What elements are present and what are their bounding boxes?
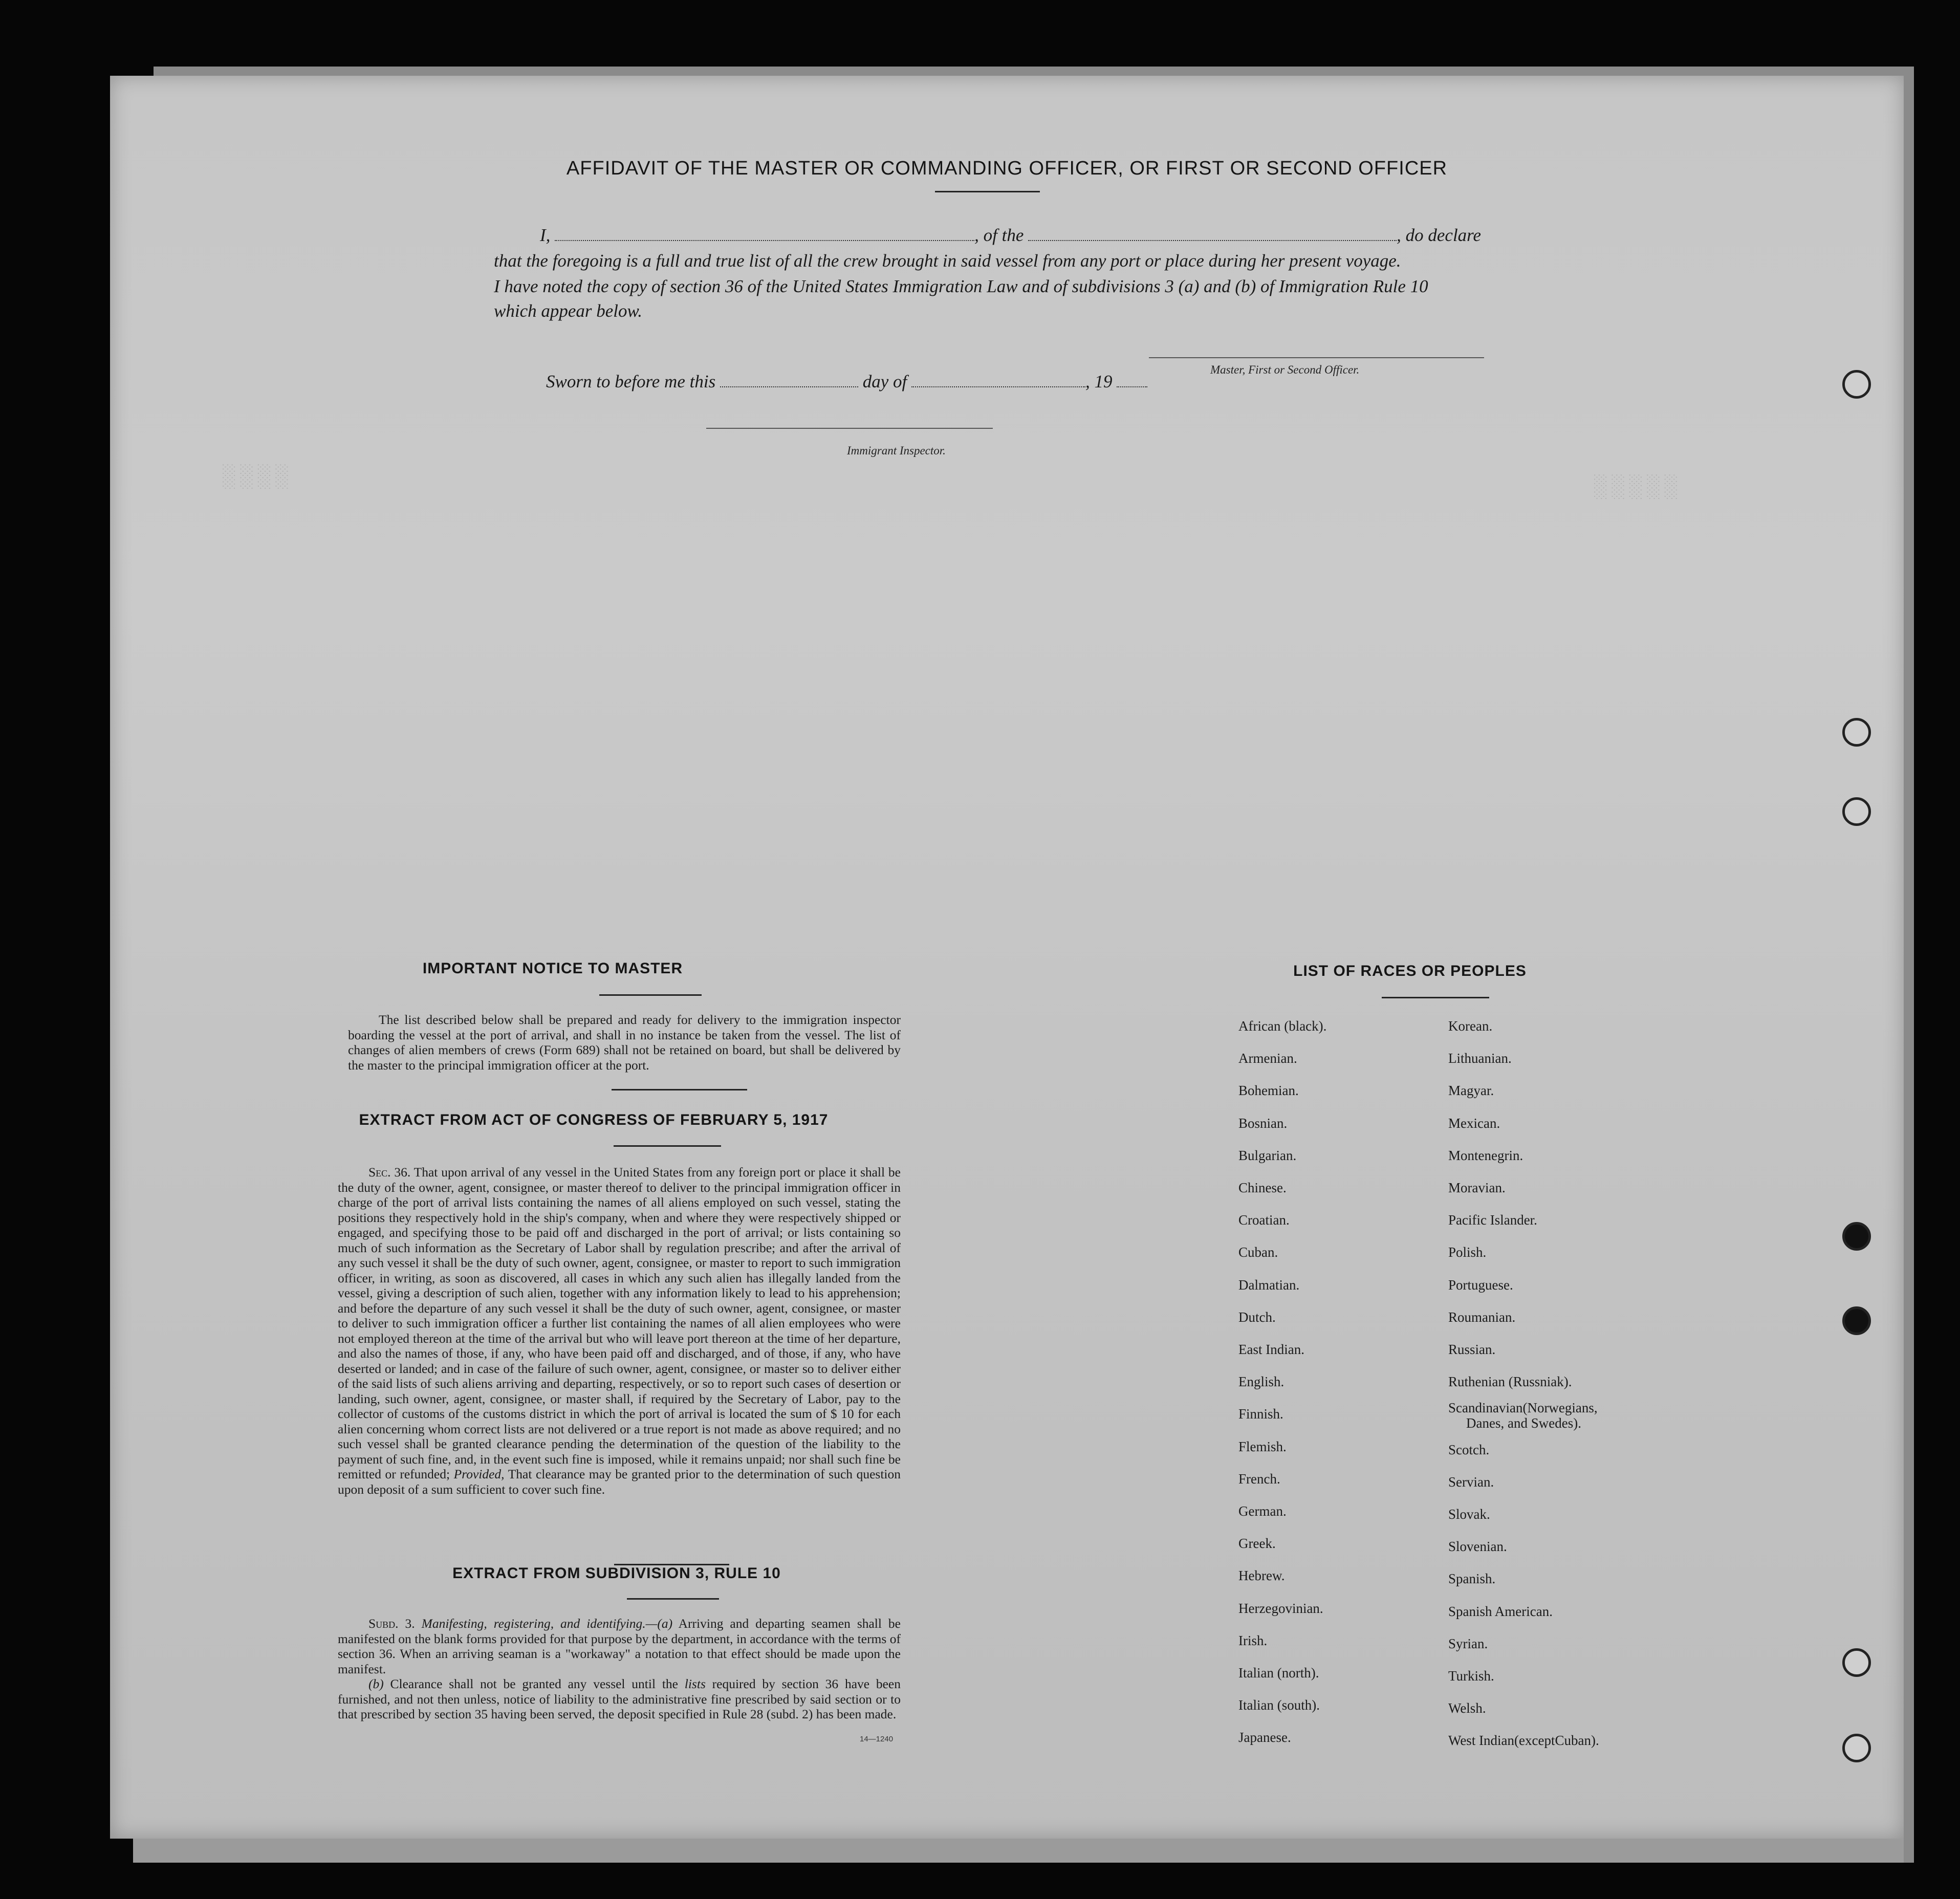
officer-caption: Master, First or Second Officer. bbox=[1210, 363, 1360, 376]
punch-hole bbox=[1842, 1734, 1871, 1762]
race-item: Lithuanian. bbox=[1448, 1051, 1512, 1066]
name-blank[interactable] bbox=[555, 240, 974, 241]
race-item: Turkish. bbox=[1448, 1668, 1494, 1684]
subd-b-lists: lists bbox=[684, 1676, 706, 1691]
races-divider bbox=[1382, 997, 1489, 998]
subd-heading: Manifesting, registering, and identifying.—(a) bbox=[421, 1616, 673, 1631]
manifest-page bbox=[110, 76, 1904, 1839]
affidavit-line-2: that the foregoing is a full and true list of all the crew brought in said vessel from any port or place during her present voyage. bbox=[494, 251, 1401, 271]
subd-b-text-2: required by section 36 have been furnished, and not then unless, notice of liability to the administrative fine prescribed by said section or to that prescribed by section 35 having been served, the deposit specified in Rule 28 (subd. 2) has been made. bbox=[338, 1676, 901, 1721]
race-item: Italian (south). bbox=[1238, 1697, 1320, 1713]
race-item: Croatian. bbox=[1238, 1212, 1290, 1228]
subd-a-text: Arriving and departing seamen shall be manifested on the blank forms provided for that purpose by the department, in accordance with the terms of section 36. When an arriving seaman is a "workaway" a notation to that effect should be made upon the manifest. bbox=[338, 1616, 901, 1676]
race-item: Dalmatian. bbox=[1238, 1277, 1300, 1293]
race-item: Ruthenian (Russniak). bbox=[1448, 1374, 1572, 1390]
notice-title: IMPORTANT NOTICE TO MASTER bbox=[422, 960, 683, 977]
subd-b-text-1: Clearance shall not be granted any vessel until the bbox=[390, 1676, 678, 1691]
sworn-text: Sworn to before me this bbox=[546, 372, 716, 391]
race-item: Magyar. bbox=[1448, 1083, 1494, 1099]
race-item: Portuguese. bbox=[1448, 1277, 1513, 1293]
race-item: Spanish American. bbox=[1448, 1603, 1553, 1619]
sworn-day-blank[interactable] bbox=[720, 386, 858, 387]
section-36-body: That upon arrival of any vessel in the United States from any foreign port or place it shall be the duty of the owner, agent, consignee, or master thereof to deliver to the principal immigration officer in charge of the port of arrival lists containing the names of all aliens employed on such vessel, stating the positions they respectively hold in the ship's company, when and where they were respectively shipped or engaged, and specifying those to be paid off and discharged in the port of arrival; or lists containing so much of such information as the Secretary of Labor shall by regulation prescribe; and after the arrival of any such vessel it shall be the duty of such owner, agent, consignee, or master to report to such immigration officer, in writing, as soon as discovered, all cases in which any such alien has illegally landed from the vessel, giving a description of such alien, together with any information likely to lead to his apprehension; and before the departure of any such vessel it shall be the duty of such owner, agent, consignee, or master to deliver to such immigration officer a further list containing the names of all alien employees who were not employed thereon at the time of the arrival but who will leave port thereon at the time of her departure, and also the names of those, if any, who have been paid off and discharged, and of those, if any, who have deserted or landed; and in case of the failure of such owner, agent, consignee, or master so to deliver either of the said lists of such aliens arriving and departing, respectively, or so to report such cases of desertion or landing, such owner, agent, consignee, or master shall, if required by the Secretary of Labor, pay to the collector of customs of the customs district in which the port of arrival is located the sum of $ 10 for each alien concerning whom correct lists are not delivered or a true report is not made as above required; and no such vessel shall be granted clearance pending the determination of the question of the liability to the payment of such fine, and, in the event such fine is imposed, while it remains unpaid; nor shall such fine be remitted or refunded; bbox=[338, 1165, 901, 1481]
race-item: Armenian. bbox=[1238, 1051, 1297, 1066]
race-item: Servian. bbox=[1448, 1474, 1494, 1490]
race-item: Spanish. bbox=[1448, 1571, 1496, 1587]
affidavit-line-1 bbox=[540, 225, 1671, 246]
punch-hole bbox=[1842, 797, 1871, 826]
act-title: EXTRACT FROM ACT OF CONGRESS OF FEBRUARY 5, 1917 bbox=[359, 1111, 829, 1128]
race-item: Scotch. bbox=[1448, 1442, 1490, 1457]
sworn-month-blank[interactable] bbox=[911, 386, 1085, 387]
race-item: Moravian. bbox=[1448, 1180, 1506, 1195]
race-item: Bohemian. bbox=[1238, 1083, 1299, 1099]
vessel-blank[interactable] bbox=[1028, 240, 1397, 241]
notice-divider bbox=[599, 994, 702, 996]
race-item: Pacific Islander. bbox=[1448, 1212, 1537, 1228]
race-item: Finnish. bbox=[1238, 1406, 1283, 1422]
inspector-caption: Immigrant Inspector. bbox=[847, 444, 946, 457]
race-item: Roumanian. bbox=[1448, 1309, 1516, 1325]
races-title: LIST OF RACES OR PEOPLES bbox=[1293, 963, 1527, 979]
section-label: Sec. 36. bbox=[368, 1165, 411, 1180]
race-item: Chinese. bbox=[1238, 1180, 1287, 1195]
affidavit-i: I, bbox=[540, 225, 551, 245]
sworn-day-of: day of bbox=[862, 372, 907, 391]
rule10-divider bbox=[627, 1598, 719, 1600]
title-divider bbox=[935, 191, 1040, 192]
act-divider bbox=[614, 1145, 721, 1147]
race-item: East Indian. bbox=[1238, 1342, 1304, 1357]
punch-hole bbox=[1842, 1222, 1871, 1251]
provided-word: Provided, bbox=[453, 1467, 505, 1481]
race-item: Cuban. bbox=[1238, 1245, 1278, 1260]
punch-hole bbox=[1842, 718, 1871, 747]
race-item: Bulgarian. bbox=[1238, 1147, 1297, 1163]
bleed-through-text: ░░░░░ bbox=[1594, 475, 1683, 500]
provided-text: That clearance may be granted prior to the determination of such question upon deposit of a sum sufficient to cover such fine. bbox=[338, 1467, 901, 1497]
sworn-year: , 19 bbox=[1085, 372, 1113, 391]
sworn-line bbox=[546, 372, 1262, 392]
rule10-title: EXTRACT FROM SUBDIVISION 3, RULE 10 bbox=[452, 1565, 781, 1582]
race-item: Herzegovinian. bbox=[1238, 1600, 1323, 1616]
affidavit-declare: , do declare bbox=[1397, 225, 1482, 245]
punch-hole bbox=[1842, 1306, 1871, 1335]
race-item: Danes, and Swedes). bbox=[1466, 1415, 1581, 1431]
affidavit-line-4: which appear below. bbox=[494, 301, 643, 321]
race-item: English. bbox=[1238, 1374, 1284, 1390]
race-item: Italian (north). bbox=[1238, 1665, 1319, 1680]
race-item: Japanese. bbox=[1238, 1730, 1291, 1745]
race-item: Mexican. bbox=[1448, 1115, 1500, 1131]
punch-hole bbox=[1842, 1648, 1871, 1677]
race-item: Greek. bbox=[1238, 1536, 1276, 1552]
bleed-through-text: ░░░░ bbox=[223, 465, 293, 490]
race-item: Slovak. bbox=[1448, 1507, 1490, 1522]
punch-hole bbox=[1842, 370, 1871, 399]
race-item: Syrian. bbox=[1448, 1635, 1488, 1651]
race-item: African (black). bbox=[1238, 1018, 1327, 1034]
form-number: 14—1240 bbox=[860, 1735, 894, 1743]
race-item: West Indian(exceptCuban). bbox=[1448, 1733, 1599, 1749]
race-item: German. bbox=[1238, 1503, 1287, 1519]
race-item: Montenegrin. bbox=[1448, 1147, 1523, 1163]
race-item: Polish. bbox=[1448, 1245, 1487, 1260]
race-item: Bosnian. bbox=[1238, 1115, 1288, 1131]
race-item: Dutch. bbox=[1238, 1309, 1276, 1325]
race-item: French. bbox=[1238, 1471, 1280, 1487]
race-item: Russian. bbox=[1448, 1342, 1496, 1357]
race-item: Irish. bbox=[1238, 1632, 1268, 1648]
act-section-36-text bbox=[338, 1165, 901, 1497]
affidavit-of-the: , of the bbox=[974, 225, 1024, 245]
affidavit-line-3: I have noted the copy of section 36 of the United States Immigration Law and of subdivisions 3 (a) and (b) of Immigration Rule 10 bbox=[494, 276, 1428, 296]
officer-signature-line[interactable] bbox=[1149, 357, 1484, 358]
race-item: Flemish. bbox=[1238, 1438, 1287, 1454]
notice-text: The list described below shall be prepared and ready for delivery to the immigration inspector boarding the vessel at the port of arrival, and shall in no instance be taken from the vessel. The list of changes of alien members of crews (Form 689) shall not be retained on board, but shall be delivered by the master to the principal immigration officer at the port. bbox=[348, 1012, 901, 1073]
rule10-text bbox=[338, 1616, 901, 1722]
inspector-signature-line[interactable] bbox=[706, 428, 993, 429]
race-item: Slovenian. bbox=[1448, 1539, 1507, 1555]
notice-end-divider bbox=[612, 1089, 747, 1090]
race-item: Welsh. bbox=[1448, 1700, 1486, 1716]
subd-b-label: (b) bbox=[368, 1676, 384, 1691]
sworn-year-blank[interactable] bbox=[1117, 386, 1147, 387]
race-item: Scandinavian(Norwegians, bbox=[1448, 1400, 1598, 1416]
race-item: Hebrew. bbox=[1238, 1568, 1285, 1584]
subd-label: Subd. 3. bbox=[368, 1616, 415, 1631]
affidavit-title: AFFIDAVIT OF THE MASTER OR COMMANDING OFFICER, OR FIRST OR SECOND OFFICER bbox=[566, 158, 1448, 179]
race-item: Korean. bbox=[1448, 1018, 1493, 1034]
